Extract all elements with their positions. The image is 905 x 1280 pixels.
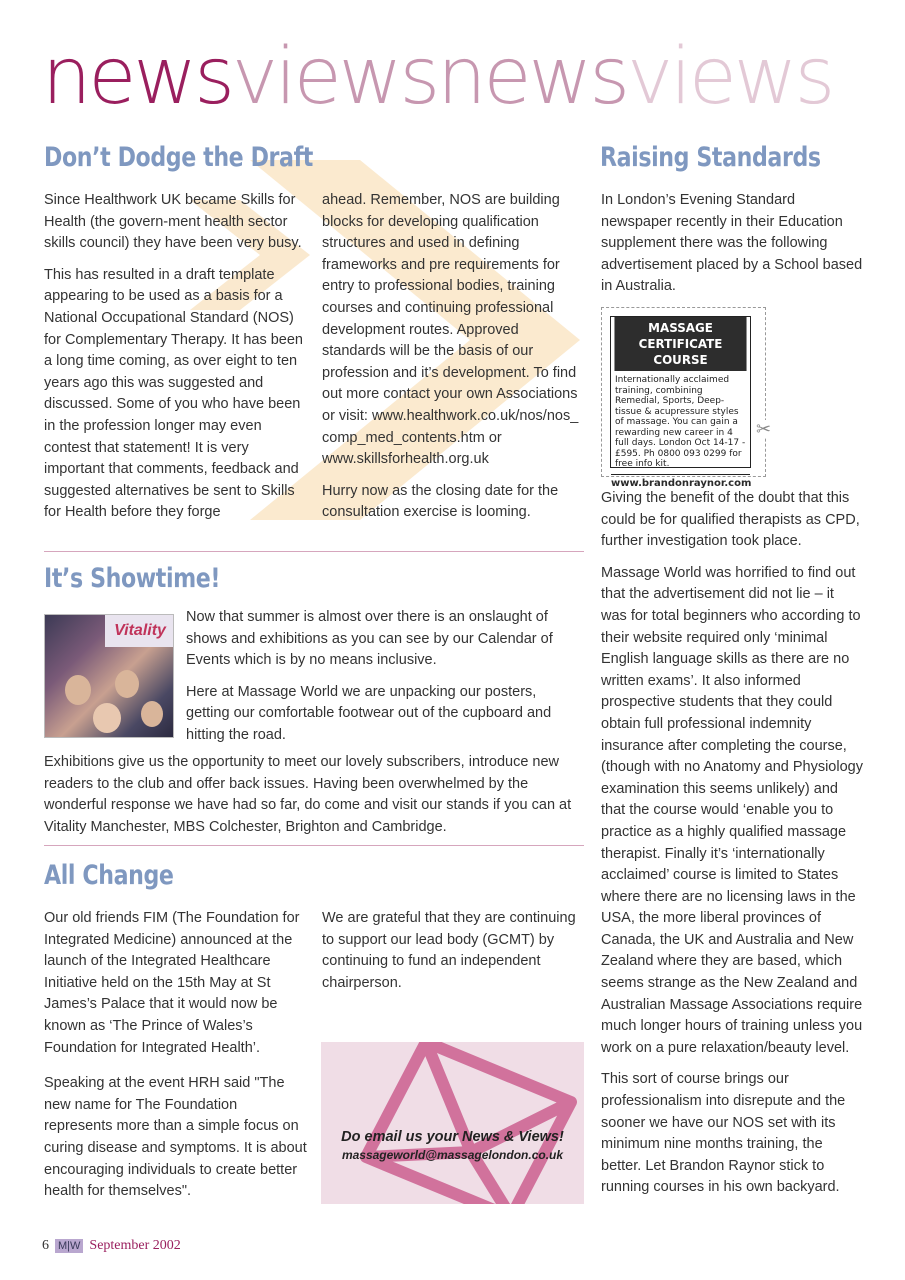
exhibition-photo (44, 614, 174, 738)
email-promo-box (321, 1042, 584, 1204)
banner-views-2: views (626, 32, 833, 122)
showtime-column (186, 607, 578, 757)
raising-paragraph-3: Massage World was horrified to find out that the advertisement did not lie – it was for total beginners who according to their website required only ‘minimal English language skills as there are no written exams’. It also informed prospective students that they could obtain full professional indemnity insurance after completing the course, (though with no Anatomy and Physiology examination this seems unlikely) and that the course would ‘enable you to practice as a highly qualified massage therapist. Finally it’s ‘internationally acclaimed’ course is limited to States where there are no licensing laws in the USA, the more liberal provinces of Canada, the UK and Australia and New Zealand where they are based, which seems strange as the New Zealand and Australian Massage Associations require much longer hours of training unless you work on a pure relaxation/beauty level. (601, 564, 863, 1056)
banner-news-2: news (437, 32, 627, 122)
scissors-icon: ✂ (756, 419, 772, 439)
raising-paragraph-4: This sort of course brings our professionalism into disrepute and the sooner we have our NOS set with its minimum nine months training, the better. Let Brandon Raynor stick to running courses in his own backyard. (601, 1071, 846, 1196)
draft-paragraph-4: Hurry now as the closing date for the consultation exercise is looming. (322, 482, 559, 521)
showtime-paragraph-2: Here at Massage World we are unpacking our posters, getting our comfortable footwear out of the cupboard and hitting the road. (186, 683, 552, 743)
email-promo-line1: Do email us your News & Views! (341, 1129, 564, 1145)
draft-column-1 (44, 190, 306, 534)
showtime-heading: It’s Showtime! (44, 563, 221, 594)
raising-column-top (601, 190, 863, 308)
allchange-column-1 (44, 908, 308, 1213)
draft-heading: Don’t Dodge the Draft (44, 142, 313, 173)
photo-sign: Vitality (105, 615, 174, 647)
banner-news-1: news (42, 32, 232, 122)
draft-paragraph-3: ahead. Remember, NOS are building blocks for developing qualification structures and used in defining frameworks and pre requirements for entry to professional bodies, training courses and continuing professional development routes. Approved standards will be the basis of our profession and it’s development. To find out more contact your own Associations or visit: (322, 192, 578, 424)
advert-url: www.brandonraynor.com (611, 474, 750, 489)
advert-box (610, 316, 752, 489)
allchange-paragraph-1: Our old friends FIM (The Foundation for Integrated Medicine) announced at the launch of the Integrated Healthcare Initiative held on the 15th May at St James’s Palace that it would now be known as ‘The Prince of Wales’s Foundation for Integrated Health’. (44, 910, 300, 1056)
draft-column-2 (322, 190, 580, 534)
page-number: 6 (42, 1238, 49, 1253)
page-footer (42, 1238, 181, 1254)
draft-paragraph-2: This has resulted in a draft template appearing to be used as a basis for a National Occupational Standard (NOS) for Complementary Therapy. It has been a long time coming, as over eight to ten years ago this was suggested and discussed. Some of you who have been in the profession longer may even contest that statement! It is very important that comments, feedback and suggested alternatives be sent to Skills for Health before they forge (44, 266, 303, 521)
newspaper-advert-clipping (601, 307, 766, 489)
allchange-paragraph-2: Speaking at the event HRH said "The new name for The Foundation represents more than a simple focus on curing disease and symptoms. It is about encouraging individuals to create better health for themselves". (44, 1075, 307, 1200)
email-address[interactable]: massageworld@massagelondon.co.uk (341, 1148, 564, 1162)
raising-heading: Raising Standards (600, 142, 821, 173)
allchange-heading: All Change (44, 860, 174, 891)
raising-paragraph-1: In London’s Evening Standard newspaper recently in their Education supplement there was the following advertisement placed by a School based in Australia. (601, 192, 863, 295)
divider-2 (44, 845, 584, 846)
advert-title (614, 317, 746, 371)
showtime-column-wide (44, 752, 582, 848)
divider-1 (44, 551, 584, 552)
skillsforhealth-link[interactable]: www.skillsforhealth.org.uk (322, 451, 489, 468)
advert-body: Internationally acclaimed training, combining Remedial, Sports, Deep-tissue & acupressure styles of massage. You can gain a rewarding new career in 4 full days. London Oct 14-17 - £595. Ph 0800 093 0299 for free info kit. (615, 375, 746, 469)
allchange-paragraph-3: We are grateful that they are continuing to support our lead body (GCMT) by continuing to fund an independent chairperson. (322, 910, 576, 991)
showtime-paragraph-1: Now that summer is almost over there is an onslaught of shows and exhibitions as you can see by our Calendar of Events which is by no means inclusive. (186, 609, 553, 669)
masthead-banner (42, 32, 832, 122)
raising-paragraph-2: Giving the benefit of the doubt that this could be for qualified therapists as CPD, further investigation took place. (601, 490, 860, 550)
magazine-badge: M|W (55, 1239, 83, 1253)
issue-date: September 2002 (89, 1238, 181, 1253)
advert-title-line2: CERTIFICATE COURSE (638, 336, 723, 367)
advert-title-line1: MASSAGE (648, 320, 713, 335)
draft-paragraph-1: Since Healthwork UK became Skills for Health (the govern-ment health sector skills council) they have been very busy. (44, 192, 302, 252)
allchange-column-2 (322, 908, 584, 1004)
healthwork-link[interactable]: www.healthwork.co.uk/nos/nos_comp_med_contents.htm (322, 407, 579, 446)
banner-views-1: views (231, 32, 438, 122)
envelope-icon (321, 1042, 584, 1204)
or-text: or (484, 429, 502, 446)
showtime-paragraph-3: Exhibitions give us the opportunity to meet our lovely subscribers, introduce new readers to the club and offer back issues. Having been overwhelmed by the wonderful response we have had so far, do come and visit our stands if you can at Vitality Manchester, MBS Colchester, Brighton and Cambridge. (44, 754, 572, 835)
raising-column-bottom (601, 488, 863, 1209)
